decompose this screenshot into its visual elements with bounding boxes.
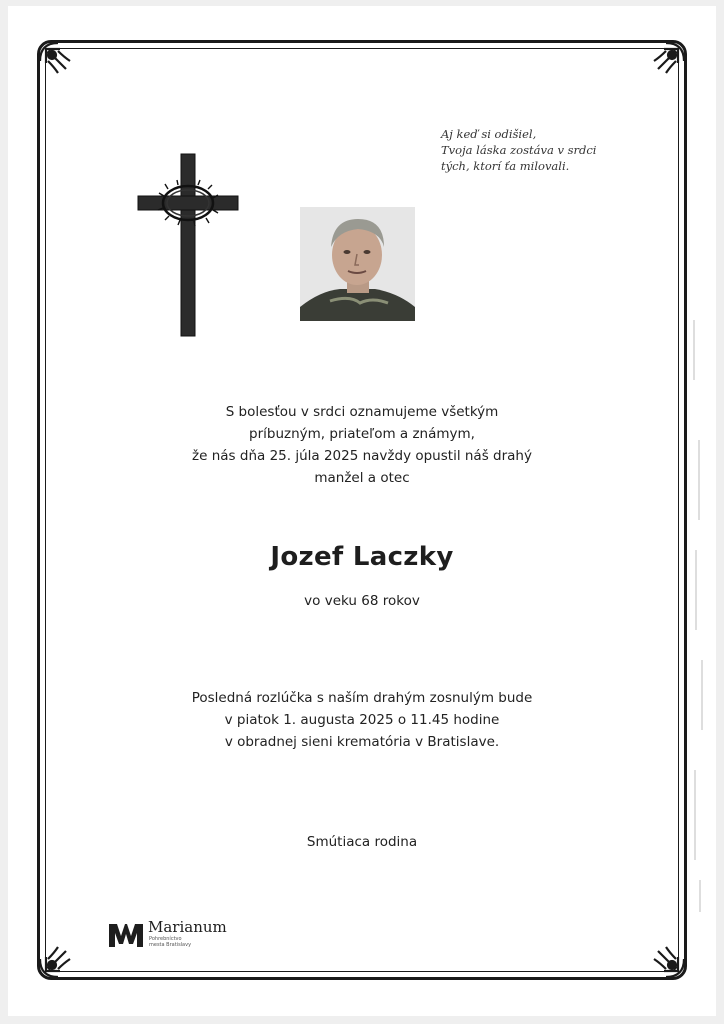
ornamental-corner-icon <box>36 937 80 981</box>
deceased-age: vo veku 68 rokov <box>304 593 420 609</box>
logo-subtitle-line: Pohrebníctvo <box>149 936 182 942</box>
family-signature: Smútiaca rodina <box>306 834 418 850</box>
ornamental-corner-icon <box>36 39 80 83</box>
funeral-details <box>140 687 584 753</box>
announcement-line: príbuzným, priateľom a známym, <box>249 426 475 442</box>
quote-line: Tvoja láska zostáva v srdci <box>441 143 597 157</box>
deceased-name: Jozef Laczky <box>270 542 454 572</box>
announcement-line: manžel a otec <box>314 470 410 486</box>
marianum-logo-icon <box>108 920 144 948</box>
announcement-line: S bolesťou v srdci oznamujeme všetkým <box>225 404 499 420</box>
logo-subtitle-line: mesta Bratislavy <box>149 942 192 948</box>
quote-line: Aj keď si odišiel, <box>441 127 537 141</box>
funeral-line: Posledná rozlúčka s naším drahým zosnulým bude <box>191 690 533 706</box>
scan-edge-marks <box>690 300 712 920</box>
logo-subtitle <box>149 936 191 948</box>
quote-line: tých, ktorí ťa milovali. <box>441 159 570 173</box>
announcement-line: že nás dňa 25. júla 2025 navždy opustil náš drahý <box>192 448 532 464</box>
funeral-line: v obradnej sieni krematória v Bratislave. <box>224 734 500 750</box>
ornamental-corner-icon <box>644 39 688 83</box>
death-announcement <box>150 401 574 489</box>
logo-name: Marianum <box>148 918 227 936</box>
cross-with-thorn-crown-icon <box>136 152 240 338</box>
funeral-line: v piatok 1. augusta 2025 o 11.45 hodine <box>224 712 500 728</box>
memorial-quote <box>441 126 661 174</box>
ornamental-corner-icon <box>644 937 688 981</box>
portrait-photo <box>300 207 415 321</box>
